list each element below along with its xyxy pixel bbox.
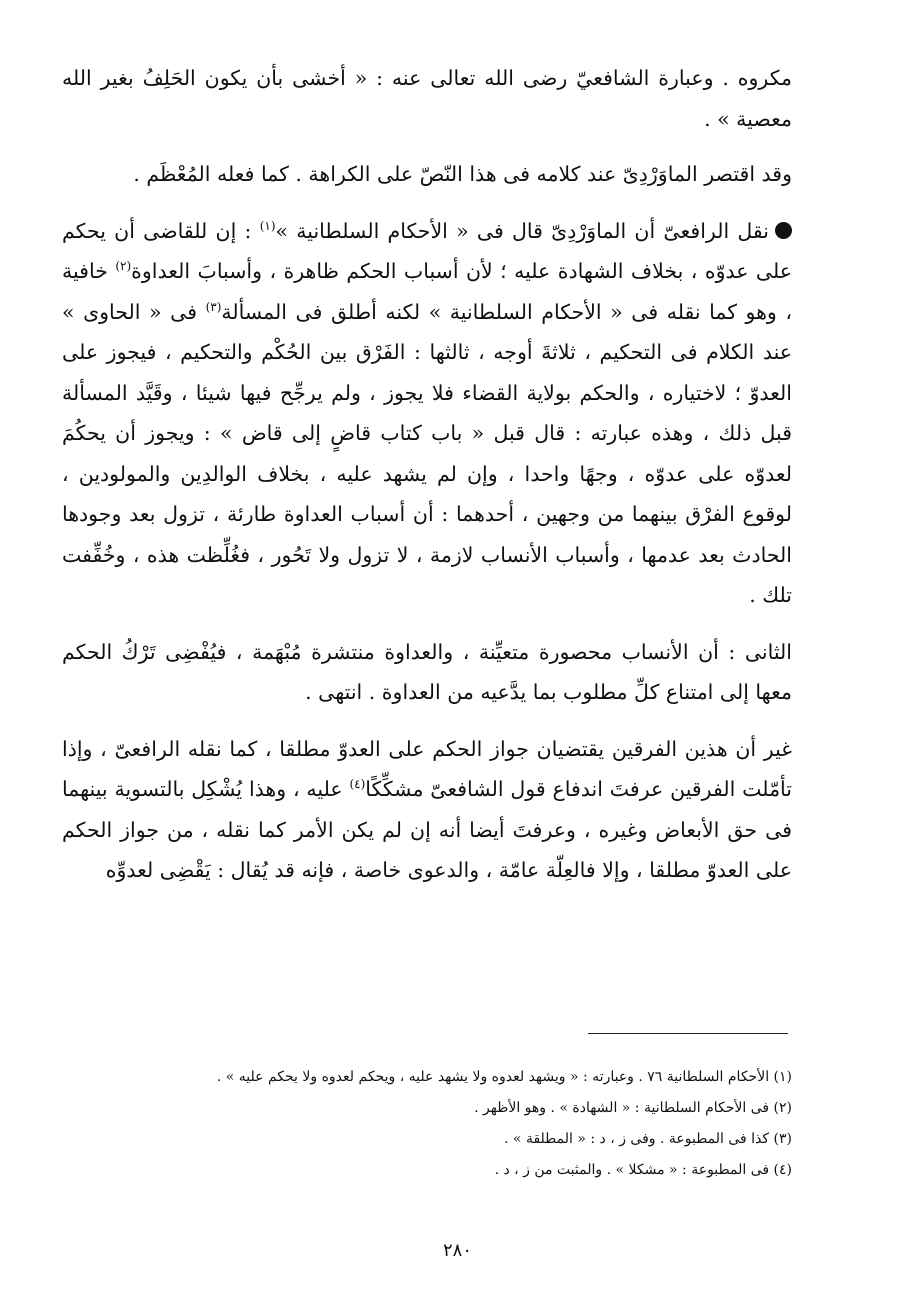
footnote-ref-2[interactable]: (٢)	[115, 259, 132, 274]
footnotes	[62, 1062, 792, 1186]
footnote-ref-3[interactable]: (٣)	[205, 299, 222, 314]
paragraph-4: الثانى : أن الأنساب محصورة متعيِّنة ، والعداوة منتشرة مُبْهَمة ، فيُفْضِى تَرْكُ الحكم معها إلى امتناع كلِّ مطلوب بما يدَّعيه من العداوة . انتهى .	[62, 639, 792, 704]
footnote-divider	[588, 1033, 788, 1034]
paragraph-5-text-a: غير أن هذين الفرقين يقتضيان جواز الحكم على العدوّ مطلقا ، كما نقله الرافعىّ ، وإذا تأمّلت الفرقين عرفتَ اندفاع قول الشافعىّ مشكِّكًا	[62, 736, 792, 801]
footnote-ref-4[interactable]: (٤)	[349, 777, 366, 792]
paragraph-5	[62, 729, 792, 891]
paragraph-3	[62, 211, 792, 616]
paragraph-3-text-b: : إن للقاضى أن يحكم على عدوّه ، بخلاف الشهادة عليه ؛ لأن أسباب الحكم ظاهرة ، وأسبابَ العداوة	[62, 218, 792, 283]
paragraph-5-text-b: عليه ، وهذا يُشْكِل بالتسوية بينهما فى حق الأبعاض وغيره ، وعرفتَ أيضا أنه إن لم يكن الأمر كما نقله ، من جواز الحكم على العدوّ مطلقا ، وإلا فالعِلّة عامّة ، والدعوى خاصة ، فإنه قد يُقال : يَقْضِى لعدوِّه	[62, 777, 792, 882]
paragraph-3-text-c: خافية ، وهو كما نقله فى « الأحكام السلطانية » لكنه أطلق فى المسألة	[62, 259, 792, 324]
footnote-2: (٢) فى الأحكام السلطانية : « الشهادة » . وهو الأظهر .	[474, 1100, 792, 1116]
page-number: ٢٨٠	[442, 1240, 472, 1261]
footnote-4: (٤) فى المطبوعة : « مشكلا » . والمثبت من ز ، د .	[494, 1162, 792, 1178]
footnote-3: (٣) كذا فى المطبوعة . وفى ز ، د : « المطلقة » .	[504, 1131, 792, 1147]
paragraph-2: وقد اقتصر الماوَرْدِىّ عند كلامه فى هذا النّصّ على الكراهة . كما فعله المُعْظَم .	[133, 162, 792, 186]
paragraph-1: مكروه . وعبارة الشافعيّ رضى الله تعالى عنه : « أخشى بأن يكون الحَلِفُ بغير الله معصية » .	[62, 66, 792, 131]
page-body	[62, 58, 792, 891]
paragraph-3-text-d: فى « الحاوى » عند الكلام فى التحكيم ، ثلاثةَ أوجه ، ثالثها : الفَرْق بين الحُكْم والتحكيم ، فيجوز على العدوّ ؛ لاختياره ، والحكم بولاية القضاء فلا يجوز ، ولم يرجِّح فيها شيئا ، وقَيَّد المسألة قبل ذلك ، وهذه عبارته : قال قبل « باب كتاب قاضٍ إلى قاض » : ويجوز أن يحكُمَ لعدوّه على عدوّه ، وجهًا واحدا ، وإن لم يشهد عليه ، بخلاف الوالدِين والمولودين ، لوقوع الفرْق بينهما من وجهين ، أحدهما : أن أسباب العداوة طارئة ، تزول بعد وجودها الحادث بعد عدمها ، وأسباب الأنساب لازمة ، لا تزول ولا تَحُور ، فغُلِّظت هذه ، وخُفِّفت تلك .	[62, 299, 792, 607]
bullet-icon	[775, 222, 792, 239]
footnote-1: (١) الأحكام السلطانية ٧٦ . وعبارته : « ويشهد لعدوه ولا يشهد عليه ، ويحكم لعدوه ولا يحكم عليه » .	[216, 1069, 792, 1085]
paragraph-3-text-a: نقل الرافعىّ أن الماوَرْدِىّ قال فى « الأحكام السلطانية »	[275, 218, 769, 243]
footnote-ref-1[interactable]: (١)	[259, 218, 276, 233]
